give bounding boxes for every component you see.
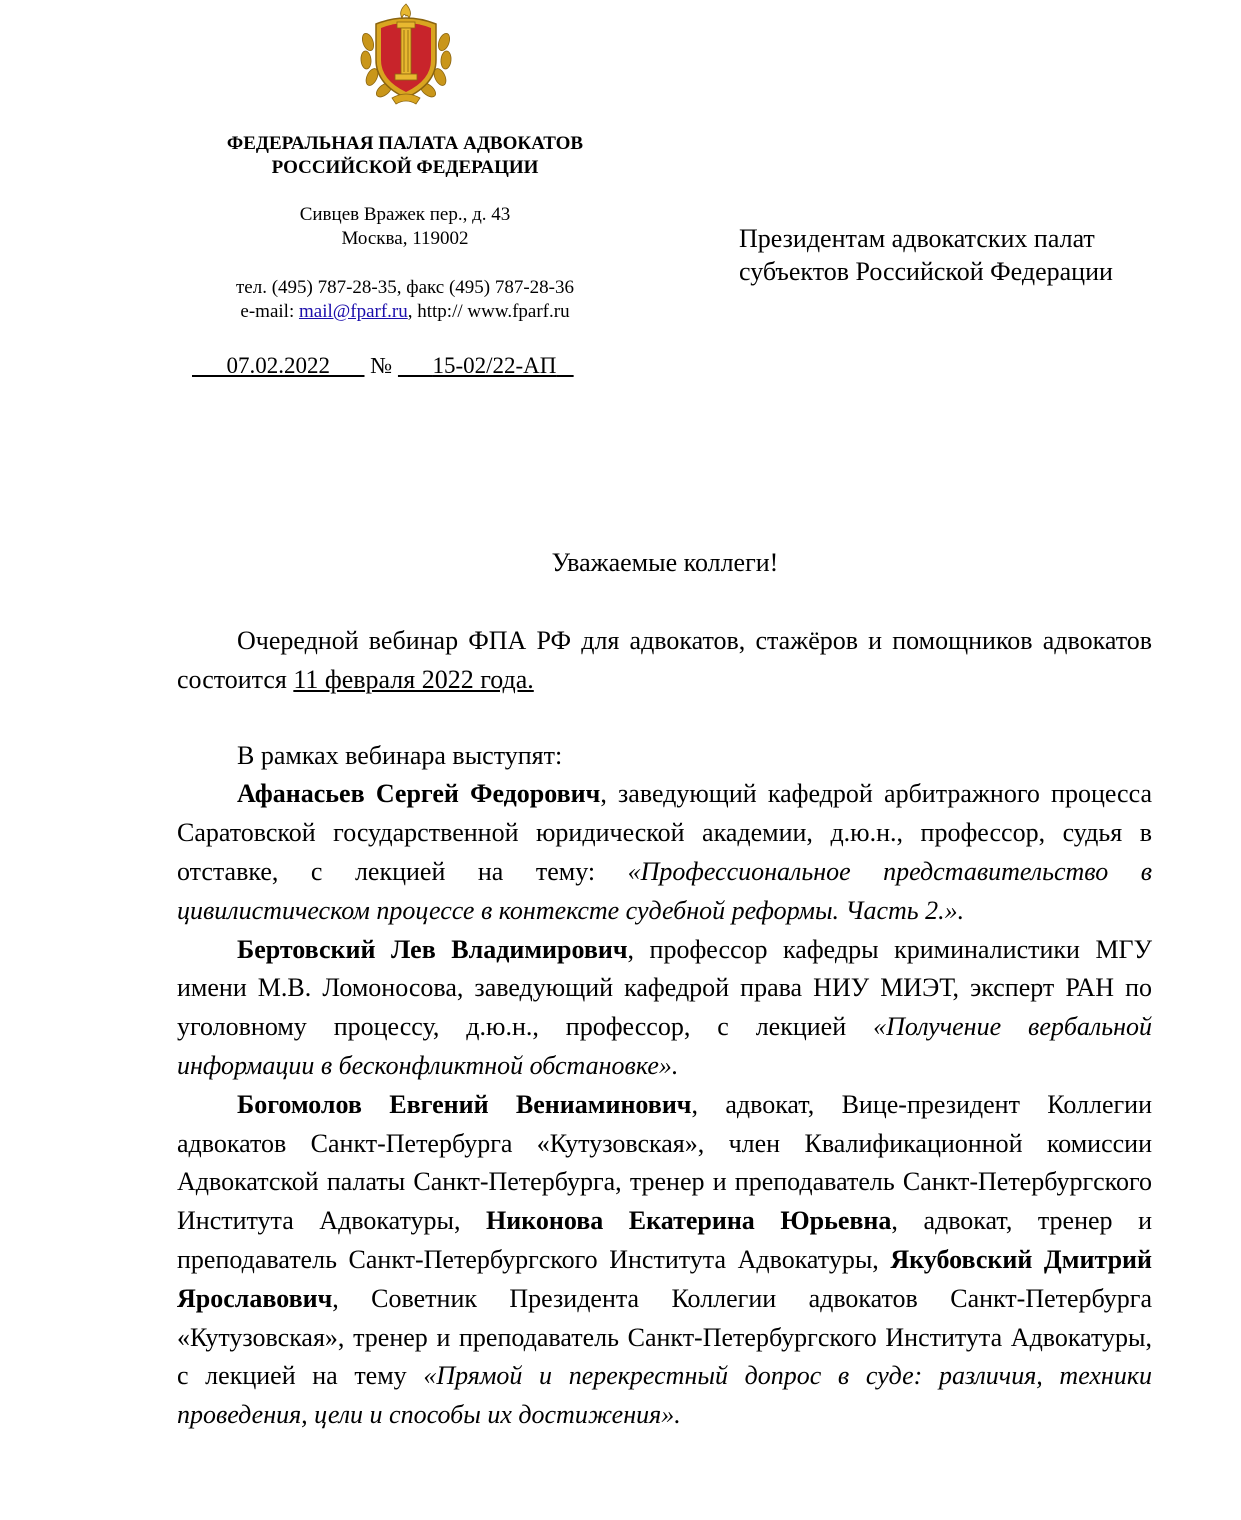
speaker2-name: Бертовский Лев Владимирович (237, 934, 628, 964)
organization-name (185, 132, 625, 180)
organization-address (185, 203, 625, 251)
speaker3-paragraph (177, 1086, 1152, 1435)
speaker3-name: Богомолов Евгений Вениаминович (237, 1089, 692, 1119)
letter-body (177, 622, 1152, 1435)
speaker4-desc: , адвокат, тренер и преподаватель Санкт-Петербургского Института Адвокатуры, (177, 1206, 1152, 1274)
email-line (185, 300, 625, 324)
speaker1-topic: «Профессиональное представительство в цивилистическом процессе в контексте судебной реформы. Часть 2.». (177, 856, 1152, 925)
speaker3-desc: , адвокат, Вице-президент Коллегии адвокатов Санкт-Петербурга «Кутузовская», член Квалификационной комиссии Адвокатской палаты Санкт-Петербурга, тренер и преподаватель Санкт-Петербургского Института Адвокатуры, (177, 1089, 1152, 1236)
speaker2-desc: , профессор кафедры криминалистики МГУ имени М.В. Ломоносова, заведующий кафедрой права НИУ МИЭТ, эксперт РАН по уголовному процессу, д.ю.н., профессор, с лекцией (177, 934, 1152, 1042)
registration-number: 15-02/22-АП (432, 353, 557, 378)
webinar-date: 11 февраля 2022 года. (293, 664, 534, 694)
registration-date: 07.02.2022 (226, 353, 330, 378)
greeting: Уважаемые коллеги! (551, 548, 779, 577)
phone-line: тел. (495) 787-28-35, факс (495) 787-28-36 (235, 277, 575, 298)
lawyers-chamber-emblem-icon (358, 2, 454, 106)
speaker5-topic: «Прямой и перекрестный допрос в суде: различия, техники проведения, цели и способы их достижения». (177, 1361, 1152, 1430)
recipient-line1: Президентам адвокатских палат (739, 224, 1095, 253)
website-text: , http:// www.fparf.ru (407, 301, 570, 322)
speakers-intro: В рамках вебинара выступят: (237, 740, 563, 770)
speaker2-paragraph (177, 931, 1152, 1086)
registration-line (192, 352, 574, 380)
address-line2: Москва, 119002 (341, 228, 469, 249)
intro-text: Очередной вебинар ФПА РФ для адвокатов, стажёров и помощников адвокатов состоится (177, 626, 1152, 694)
speaker5-name: Якубовский Дмитрий Ярославович (177, 1244, 1152, 1313)
org-name-line2: РОССИЙСКОЙ ФЕДЕРАЦИИ (271, 157, 539, 178)
recipient-block (739, 222, 1113, 288)
number-sign: № (370, 353, 393, 378)
email-label: e-mail: (240, 301, 299, 322)
speaker1-desc: , заведующий кафедрой арбитражного процесса Саратовской государственной юридической академии, д.ю.н., профессор, судья в отставке, с лекцией на тему: (177, 779, 1152, 886)
speaker1-name: Афанасьев Сергей Федорович (237, 779, 601, 809)
speaker1-paragraph (177, 775, 1152, 930)
speaker5-desc: , Советник Президента Коллегии адвокатов Санкт-Петербурга «Кутузовская», тренер и преподаватель Санкт-Петербургского Института Адвокатуры, с лекцией на тему (177, 1283, 1152, 1391)
speaker4-name: Никонова Екатерина Юрьевна (486, 1206, 892, 1236)
org-name-line1: ФЕДЕРАЛЬНАЯ ПАЛАТА АДВОКАТОВ (226, 133, 584, 154)
recipient-line2: субъектов Российской Федерации (739, 257, 1113, 286)
organization-contacts (185, 276, 625, 324)
intro-paragraph (177, 622, 1152, 700)
speaker2-topic: «Получение вербальной информации в бесконфликтной обстановке». (177, 1012, 1153, 1080)
email-link[interactable]: mail@fparf.ru (298, 301, 408, 322)
address-line1: Сивцев Вражек пер., д. 43 (299, 204, 511, 225)
